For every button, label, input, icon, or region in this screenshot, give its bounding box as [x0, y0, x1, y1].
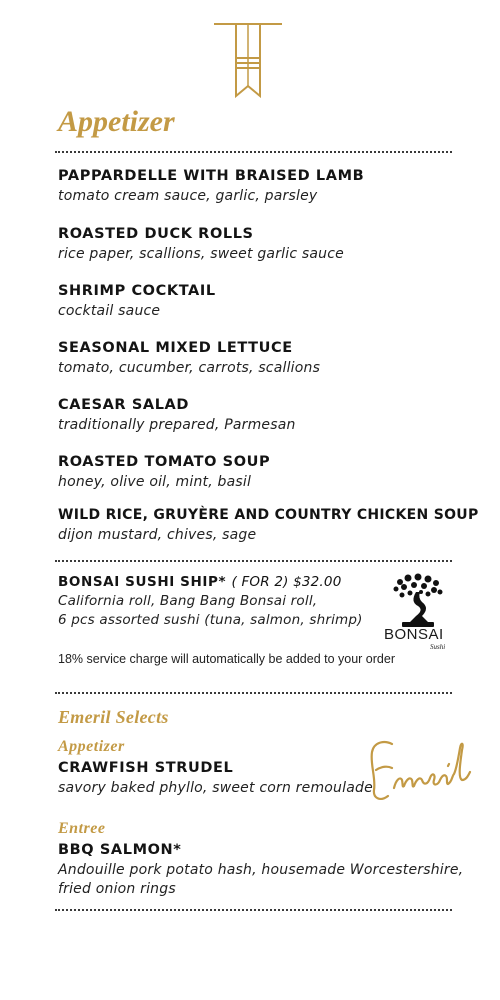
- section-title-emeril-selects: Emeril Selects: [58, 707, 169, 727]
- divider: [55, 560, 452, 562]
- menu-item-name: ROASTED DUCK ROLLS: [58, 226, 254, 242]
- menu-item-desc: fried onion rings: [58, 881, 176, 897]
- menu-item-desc: tomato, cucumber, carrots, scallions: [58, 360, 321, 376]
- menu-item-desc: Andouille pork potato hash, housemade Worcestershire,: [58, 862, 464, 878]
- subsection-entree: Entree: [58, 820, 106, 837]
- menu-item-name: CRAWFISH STRUDEL: [58, 760, 234, 776]
- bonsai-logo-script: Sushi: [430, 643, 446, 651]
- divider: [55, 909, 452, 911]
- menu-item-desc: tomato cream sauce, garlic, parsley: [58, 188, 318, 204]
- menu-item-desc: honey, olive oil, mint, basil: [58, 474, 252, 490]
- menu-item-desc: cocktail sauce: [58, 303, 161, 319]
- menu-item-desc: dijon mustard, chives, sage: [58, 527, 257, 543]
- menu-item-name: ROASTED TOMATO SOUP: [58, 454, 271, 470]
- divider: [55, 151, 452, 153]
- subsection-appetizer: Appetizer: [58, 738, 125, 755]
- menu-item-name: PAPPARDELLE WITH BRAISED LAMB: [58, 168, 365, 184]
- section-title-appetizer: Appetizer: [58, 105, 175, 138]
- bonsai-desc-line2: 6 pcs assorted sushi (tuna, salmon, shrimp): [58, 612, 363, 628]
- divider: [55, 692, 452, 694]
- bonsai-tree-icon: [388, 572, 448, 630]
- menu-item-desc: rice paper, scallions, sweet garlic sauce: [58, 246, 344, 262]
- bonsai-price: ( FOR 2) $32.00: [231, 574, 342, 590]
- ribbon-bookmark-icon: [212, 22, 284, 100]
- menu-item-name: CAESAR SALAD: [58, 397, 190, 413]
- menu-item-desc: savory baked phyllo, sweet corn remoulade: [58, 780, 373, 796]
- menu-item-name: WILD RICE, GRUYÈRE AND COUNTRY CHICKEN SOUP: [58, 507, 479, 523]
- service-charge-note: 18% service charge will automatically be added to your order: [58, 652, 395, 666]
- menu-item-name: BBQ SALMON*: [58, 842, 182, 858]
- bonsai-desc-line1: California roll, Bang Bang Bonsai roll,: [58, 593, 318, 609]
- menu-item-name: SHRIMP COCKTAIL: [58, 283, 216, 299]
- bonsai-item-name: BONSAI SUSHI SHIP*: [58, 574, 227, 590]
- bonsai-item: [58, 574, 342, 590]
- emeril-signature-icon: [362, 730, 472, 810]
- menu-item-desc: traditionally prepared, Parmesan: [58, 417, 296, 433]
- bonsai-logo-text: BONSAI: [384, 626, 444, 643]
- menu-item-name: SEASONAL MIXED LETTUCE: [58, 340, 293, 356]
